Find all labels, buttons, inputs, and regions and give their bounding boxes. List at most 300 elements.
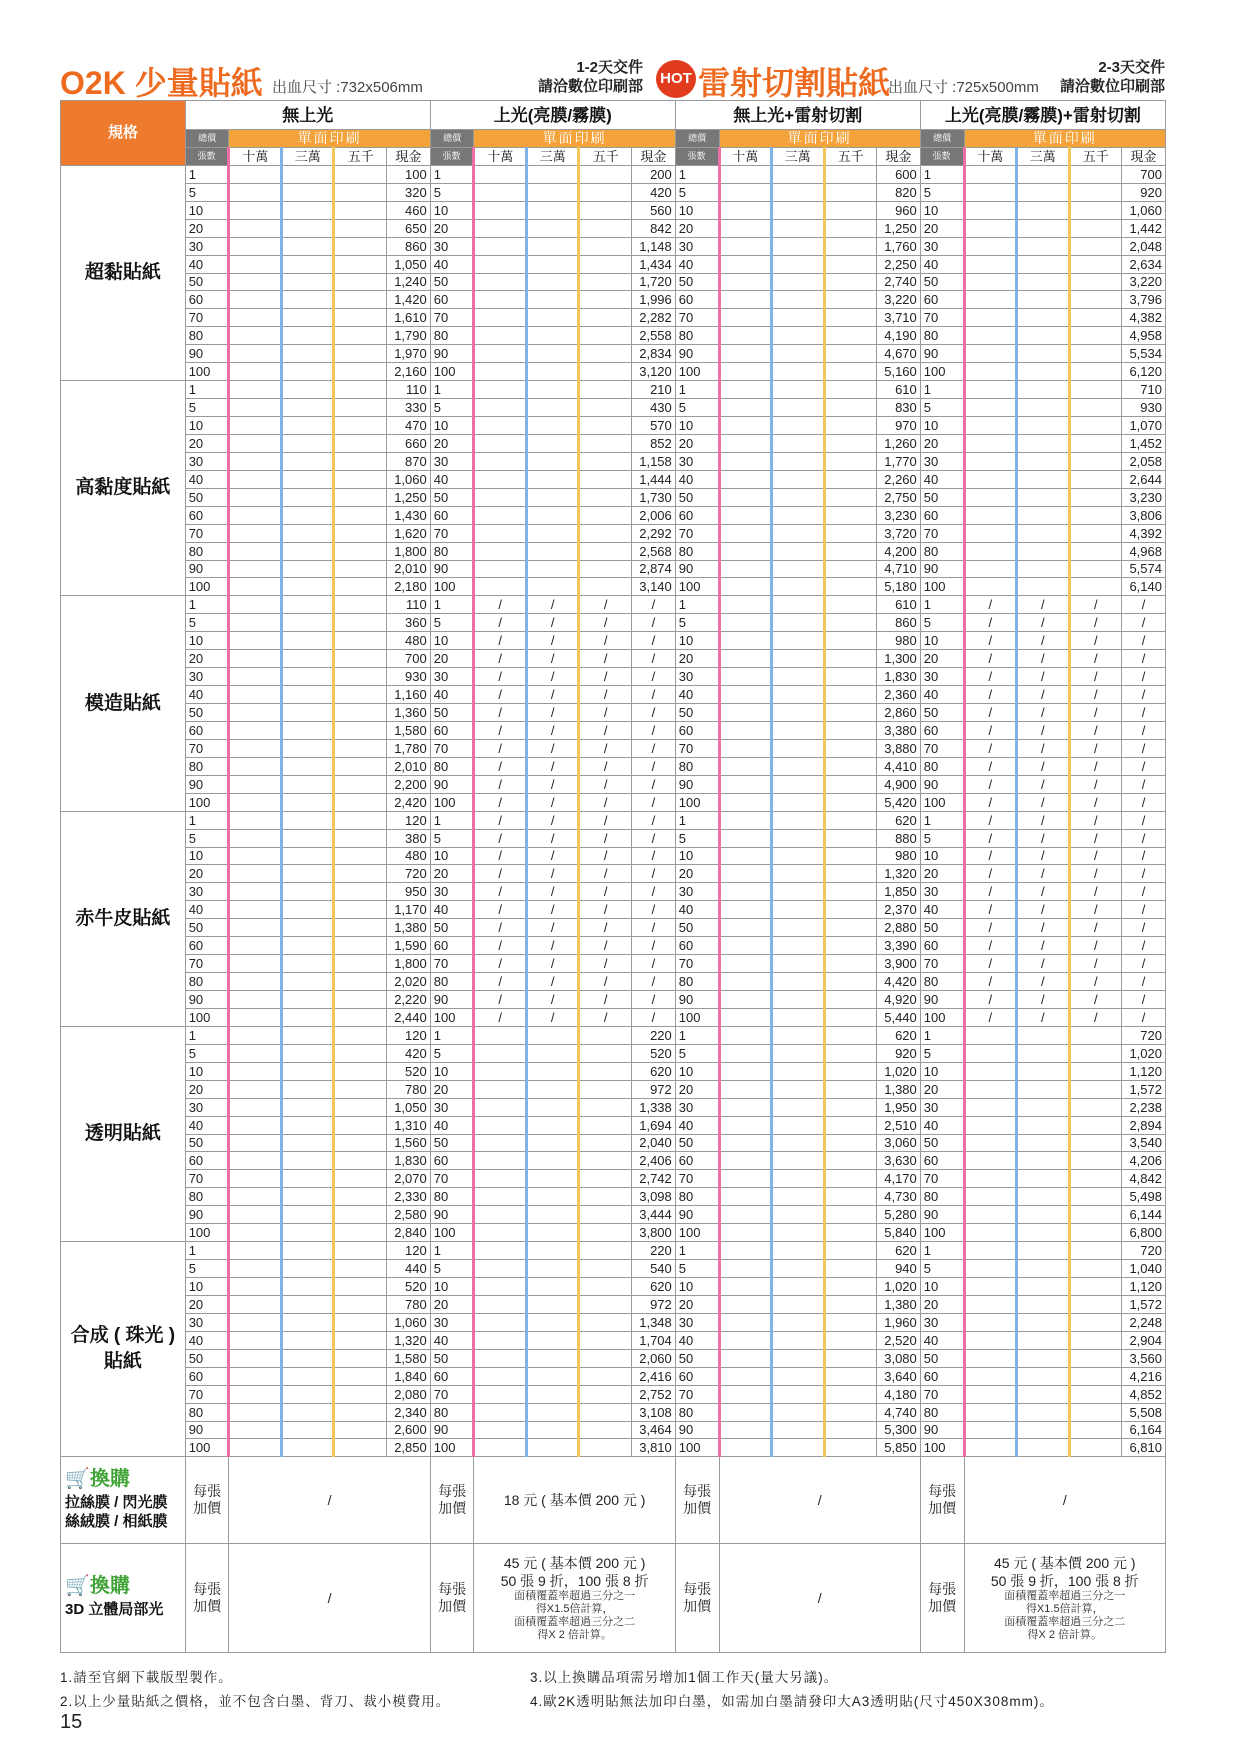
empty-cell bbox=[824, 219, 877, 237]
cash-price-cell: 1,580 bbox=[386, 1349, 430, 1367]
slash-cell: / bbox=[526, 973, 579, 991]
slash-cell: / bbox=[1069, 829, 1122, 847]
qty-cell: 90 bbox=[920, 560, 964, 578]
table-row bbox=[61, 901, 1166, 919]
zongjia-label: 總價 bbox=[185, 130, 229, 148]
cash-price-cell: 3,810 bbox=[631, 1439, 675, 1457]
empty-cell bbox=[719, 273, 772, 291]
category-3: 赤牛皮貼紙 bbox=[61, 811, 186, 1026]
empty-cell bbox=[964, 1044, 1017, 1062]
qty-cell: 10 bbox=[675, 1062, 719, 1080]
slash-cell: / bbox=[964, 704, 1017, 722]
cash-price-cell: 620 bbox=[631, 1062, 675, 1080]
qty-label: 張數 bbox=[675, 147, 719, 165]
addon-value-c4: / bbox=[964, 1457, 1165, 1544]
empty-cell bbox=[964, 237, 1017, 255]
qty-cell: 70 bbox=[430, 1170, 474, 1188]
empty-cell bbox=[334, 919, 387, 937]
cash-price-cell: 620 bbox=[877, 1026, 921, 1044]
empty-cell bbox=[1069, 237, 1122, 255]
empty-cell bbox=[334, 1295, 387, 1313]
cash-price-cell: 380 bbox=[386, 829, 430, 847]
empty-cell bbox=[229, 1062, 282, 1080]
qty-cell: 10 bbox=[185, 847, 229, 865]
cash-price-cell: 2,558 bbox=[631, 327, 675, 345]
qty-cell: 70 bbox=[920, 739, 964, 757]
empty-cell bbox=[824, 165, 877, 183]
empty-cell bbox=[824, 973, 877, 991]
empty-cell bbox=[281, 847, 334, 865]
sub-header: 三萬 bbox=[1017, 147, 1070, 165]
qty-cell: 70 bbox=[430, 739, 474, 757]
empty-cell bbox=[281, 973, 334, 991]
empty-cell bbox=[579, 1170, 632, 1188]
table-row bbox=[61, 165, 1166, 183]
empty-cell bbox=[474, 1439, 527, 1457]
empty-cell bbox=[719, 506, 772, 524]
table-row bbox=[61, 1080, 1166, 1098]
empty-cell bbox=[281, 1242, 334, 1260]
slash-cell: / bbox=[964, 721, 1017, 739]
empty-cell bbox=[579, 1331, 632, 1349]
addon-line: 50 張 9 折，100 張 8 折 bbox=[500, 1573, 649, 1590]
empty-cell bbox=[281, 452, 334, 470]
cash-price-cell: 6,810 bbox=[1122, 1439, 1166, 1457]
empty-cell bbox=[281, 1331, 334, 1349]
empty-cell bbox=[229, 273, 282, 291]
empty-cell bbox=[229, 1098, 282, 1116]
empty-cell bbox=[719, 1421, 772, 1439]
empty-cell bbox=[719, 704, 772, 722]
cash-price-cell: 1,610 bbox=[386, 309, 430, 327]
cash-price-cell: 3,108 bbox=[631, 1403, 675, 1421]
cart-icon bbox=[65, 1467, 181, 1490]
qty-cell: 100 bbox=[185, 1224, 229, 1242]
cash-price-cell: 3,900 bbox=[877, 955, 921, 973]
slash-cell: / bbox=[1122, 668, 1166, 686]
empty-cell bbox=[334, 739, 387, 757]
qty-cell: 1 bbox=[185, 596, 229, 614]
qty-cell: 50 bbox=[675, 273, 719, 291]
empty-cell bbox=[281, 1098, 334, 1116]
empty-cell bbox=[281, 1062, 334, 1080]
cash-price-cell: 1,260 bbox=[877, 434, 921, 452]
qty-cell: 90 bbox=[185, 560, 229, 578]
table-row bbox=[61, 506, 1166, 524]
empty-cell bbox=[1069, 1385, 1122, 1403]
empty-cell bbox=[229, 1295, 282, 1313]
empty-cell bbox=[824, 829, 877, 847]
sub-header: 現金 bbox=[386, 147, 430, 165]
empty-cell bbox=[229, 1206, 282, 1224]
qty-cell: 10 bbox=[185, 1062, 229, 1080]
cash-price-cell: 2,238 bbox=[1122, 1098, 1166, 1116]
qty-cell: 1 bbox=[920, 165, 964, 183]
cash-price-cell: 720 bbox=[1122, 1242, 1166, 1260]
qty-cell: 20 bbox=[675, 650, 719, 668]
cash-price-cell: 1,310 bbox=[386, 1116, 430, 1134]
empty-cell bbox=[719, 1403, 772, 1421]
table-row bbox=[61, 883, 1166, 901]
single-side-label: 單面印刷 bbox=[719, 130, 920, 148]
cash-price-cell: 1,970 bbox=[386, 345, 430, 363]
empty-cell bbox=[526, 434, 579, 452]
qty-cell: 1 bbox=[675, 596, 719, 614]
empty-cell bbox=[579, 542, 632, 560]
slash-cell: / bbox=[1122, 847, 1166, 865]
empty-cell bbox=[229, 829, 282, 847]
empty-cell bbox=[526, 201, 579, 219]
slash-cell: / bbox=[474, 919, 527, 937]
slash-cell: / bbox=[631, 919, 675, 937]
qty-cell: 70 bbox=[430, 955, 474, 973]
empty-cell bbox=[334, 596, 387, 614]
empty-cell bbox=[526, 1026, 579, 1044]
empty-cell bbox=[824, 381, 877, 399]
cash-price-cell: 1,830 bbox=[877, 668, 921, 686]
qty-cell: 5 bbox=[920, 399, 964, 417]
slash-cell: / bbox=[1122, 721, 1166, 739]
qty-cell: 30 bbox=[430, 452, 474, 470]
cash-price-cell: 3,060 bbox=[877, 1134, 921, 1152]
cash-price-cell: 1,560 bbox=[386, 1134, 430, 1152]
cash-price-cell: 2,600 bbox=[386, 1421, 430, 1439]
empty-cell bbox=[281, 524, 334, 542]
cash-price-cell: 920 bbox=[877, 1044, 921, 1062]
cash-price-cell: 4,382 bbox=[1122, 309, 1166, 327]
qty-cell: 90 bbox=[920, 1421, 964, 1439]
empty-cell bbox=[719, 955, 772, 973]
empty-cell bbox=[334, 381, 387, 399]
empty-cell bbox=[229, 1080, 282, 1098]
cash-price-cell: 440 bbox=[386, 1260, 430, 1278]
empty-cell bbox=[526, 255, 579, 273]
addon-name-text: 拉絲膜 / 閃光膜 絲絨膜 / 相紙膜 bbox=[65, 1493, 168, 1530]
empty-cell bbox=[579, 327, 632, 345]
empty-cell bbox=[281, 291, 334, 309]
empty-cell bbox=[579, 1367, 632, 1385]
slash-cell: / bbox=[1069, 901, 1122, 919]
cash-price-cell: 1,250 bbox=[386, 488, 430, 506]
empty-cell bbox=[281, 1260, 334, 1278]
empty-cell bbox=[824, 1421, 877, 1439]
empty-cell bbox=[229, 434, 282, 452]
empty-cell bbox=[719, 201, 772, 219]
single-side-label: 單面印刷 bbox=[229, 130, 430, 148]
qty-cell: 40 bbox=[920, 255, 964, 273]
empty-cell bbox=[334, 775, 387, 793]
qty-cell: 60 bbox=[920, 1367, 964, 1385]
empty-cell bbox=[824, 847, 877, 865]
cash-price-cell: 620 bbox=[877, 1242, 921, 1260]
empty-cell bbox=[1069, 309, 1122, 327]
empty-cell bbox=[824, 1295, 877, 1313]
empty-cell bbox=[1017, 1349, 1070, 1367]
slash-cell: / bbox=[474, 739, 527, 757]
cash-price-cell: 710 bbox=[1122, 381, 1166, 399]
qty-cell: 5 bbox=[675, 614, 719, 632]
addon-value-c2 bbox=[474, 1544, 675, 1653]
mid-note-2: 請洽數位印刷部 bbox=[538, 78, 644, 95]
empty-cell bbox=[772, 1134, 825, 1152]
zongjia-label: 總價 bbox=[675, 130, 719, 148]
cash-price-cell: 2,060 bbox=[631, 1349, 675, 1367]
cash-price-cell: 2,880 bbox=[877, 919, 921, 937]
empty-cell bbox=[281, 1080, 334, 1098]
empty-cell bbox=[964, 1116, 1017, 1134]
empty-cell bbox=[474, 327, 527, 345]
empty-cell bbox=[772, 291, 825, 309]
qty-cell: 80 bbox=[185, 973, 229, 991]
empty-cell bbox=[526, 1044, 579, 1062]
sub-header: 三萬 bbox=[526, 147, 579, 165]
qty-cell: 20 bbox=[430, 219, 474, 237]
empty-cell bbox=[281, 883, 334, 901]
empty-cell bbox=[1069, 1403, 1122, 1421]
empty-cell bbox=[281, 434, 334, 452]
slash-cell: / bbox=[1069, 596, 1122, 614]
slash-cell: / bbox=[526, 614, 579, 632]
qty-cell: 50 bbox=[675, 1349, 719, 1367]
qty-cell: 80 bbox=[430, 1403, 474, 1421]
qty-cell: 50 bbox=[430, 919, 474, 937]
empty-cell bbox=[579, 578, 632, 596]
empty-cell bbox=[964, 345, 1017, 363]
note-2: 2.以上少量貼紙之價格，並不包含白墨、背刀、裁小模費用。 bbox=[60, 1694, 451, 1709]
empty-cell bbox=[1069, 1170, 1122, 1188]
qty-cell: 90 bbox=[675, 991, 719, 1009]
empty-cell bbox=[1069, 345, 1122, 363]
slash-cell: / bbox=[1069, 614, 1122, 632]
qty-cell: 90 bbox=[920, 1206, 964, 1224]
slash-cell: / bbox=[964, 614, 1017, 632]
qty-cell: 60 bbox=[185, 721, 229, 739]
slash-cell: / bbox=[526, 991, 579, 1009]
empty-cell bbox=[334, 560, 387, 578]
empty-cell bbox=[229, 183, 282, 201]
slash-cell: / bbox=[631, 632, 675, 650]
qty-cell: 20 bbox=[920, 1295, 964, 1313]
empty-cell bbox=[579, 1206, 632, 1224]
slash-cell: / bbox=[631, 937, 675, 955]
empty-cell bbox=[1017, 291, 1070, 309]
empty-cell bbox=[281, 506, 334, 524]
empty-cell bbox=[229, 775, 282, 793]
group-header-3: 上光(亮膜/霧膜)+雷射切割 bbox=[920, 101, 1165, 130]
empty-cell bbox=[281, 1403, 334, 1421]
qty-cell: 90 bbox=[430, 345, 474, 363]
empty-cell bbox=[281, 1152, 334, 1170]
empty-cell bbox=[1069, 1134, 1122, 1152]
qty-cell: 30 bbox=[675, 452, 719, 470]
empty-cell bbox=[334, 1367, 387, 1385]
empty-cell bbox=[824, 1188, 877, 1206]
cash-price-cell: 520 bbox=[386, 1278, 430, 1296]
cash-price-cell: 560 bbox=[631, 201, 675, 219]
empty-cell bbox=[579, 273, 632, 291]
cash-price-cell: 2,894 bbox=[1122, 1116, 1166, 1134]
slash-cell: / bbox=[1017, 614, 1070, 632]
cash-price-cell: 2,010 bbox=[386, 757, 430, 775]
cash-price-cell: 660 bbox=[386, 434, 430, 452]
cash-price-cell: 3,560 bbox=[1122, 1349, 1166, 1367]
cash-price-cell: 2,370 bbox=[877, 901, 921, 919]
slash-cell: / bbox=[964, 650, 1017, 668]
empty-cell bbox=[1017, 345, 1070, 363]
cash-price-cell: 5,850 bbox=[877, 1439, 921, 1457]
qty-cell: 10 bbox=[675, 847, 719, 865]
empty-cell bbox=[281, 668, 334, 686]
empty-cell bbox=[281, 991, 334, 1009]
qty-cell: 80 bbox=[430, 1188, 474, 1206]
qty-cell: 1 bbox=[675, 165, 719, 183]
cash-price-cell: 852 bbox=[631, 434, 675, 452]
empty-cell bbox=[229, 219, 282, 237]
slash-cell: / bbox=[964, 883, 1017, 901]
table-row bbox=[61, 1313, 1166, 1331]
empty-cell bbox=[824, 470, 877, 488]
qty-cell: 40 bbox=[430, 1331, 474, 1349]
empty-cell bbox=[824, 793, 877, 811]
slash-cell: / bbox=[579, 847, 632, 865]
empty-cell bbox=[772, 811, 825, 829]
table-row bbox=[61, 578, 1166, 596]
qty-cell: 80 bbox=[920, 973, 964, 991]
empty-cell bbox=[334, 1044, 387, 1062]
table-row bbox=[61, 309, 1166, 327]
addon-line: 45 元 ( 基本價 200 元 ) bbox=[993, 1555, 1136, 1572]
table-row bbox=[61, 1062, 1166, 1080]
empty-cell bbox=[1069, 542, 1122, 560]
cash-price-cell: 3,220 bbox=[1122, 273, 1166, 291]
empty-cell bbox=[526, 1439, 579, 1457]
table-row bbox=[61, 1421, 1166, 1439]
empty-cell bbox=[964, 470, 1017, 488]
note-4: 4.歐2K透明貼無法加印白墨，如需加白墨請發印大A3透明貼(尺寸450X308mm)。 bbox=[530, 1694, 1054, 1709]
empty-cell bbox=[1069, 1421, 1122, 1439]
empty-cell bbox=[824, 1134, 877, 1152]
empty-cell bbox=[1069, 1098, 1122, 1116]
empty-cell bbox=[1069, 560, 1122, 578]
empty-cell bbox=[719, 1224, 772, 1242]
qty-cell: 10 bbox=[430, 1062, 474, 1080]
empty-cell bbox=[1017, 255, 1070, 273]
slash-cell: / bbox=[474, 955, 527, 973]
cash-price-cell: 870 bbox=[386, 452, 430, 470]
cash-price-cell: 4,420 bbox=[877, 973, 921, 991]
cash-price-cell: 330 bbox=[386, 399, 430, 417]
empty-cell bbox=[229, 650, 282, 668]
addon-label: 每張 加價 bbox=[430, 1544, 474, 1653]
empty-cell bbox=[229, 739, 282, 757]
empty-cell bbox=[1017, 327, 1070, 345]
empty-cell bbox=[719, 327, 772, 345]
qty-cell: 100 bbox=[675, 1224, 719, 1242]
cash-price-cell: 880 bbox=[877, 829, 921, 847]
cash-price-cell: 3,230 bbox=[1122, 488, 1166, 506]
qty-cell: 20 bbox=[185, 434, 229, 452]
cash-price-cell: 3,806 bbox=[1122, 506, 1166, 524]
slash-cell: / bbox=[526, 739, 579, 757]
group-header-2: 無上光+雷射切割 bbox=[675, 101, 920, 130]
empty-cell bbox=[1017, 1242, 1070, 1260]
empty-cell bbox=[474, 1134, 527, 1152]
empty-cell bbox=[772, 937, 825, 955]
qty-cell: 90 bbox=[185, 345, 229, 363]
empty-cell bbox=[281, 1026, 334, 1044]
empty-cell bbox=[474, 470, 527, 488]
slash-cell: / bbox=[474, 686, 527, 704]
slash-cell: / bbox=[474, 650, 527, 668]
empty-cell bbox=[1017, 1116, 1070, 1134]
empty-cell bbox=[526, 470, 579, 488]
sub-header: 五千 bbox=[1069, 147, 1122, 165]
qty-cell: 70 bbox=[430, 309, 474, 327]
empty-cell bbox=[719, 901, 772, 919]
cash-price-cell: 600 bbox=[877, 165, 921, 183]
table-row bbox=[61, 757, 1166, 775]
empty-cell bbox=[964, 1439, 1017, 1457]
qty-cell: 90 bbox=[185, 775, 229, 793]
empty-cell bbox=[474, 1295, 527, 1313]
slash-cell: / bbox=[526, 668, 579, 686]
qty-cell: 20 bbox=[430, 650, 474, 668]
empty-cell bbox=[772, 650, 825, 668]
empty-cell bbox=[474, 399, 527, 417]
empty-cell bbox=[474, 201, 527, 219]
empty-cell bbox=[719, 865, 772, 883]
empty-cell bbox=[579, 470, 632, 488]
cash-price-cell: 1,590 bbox=[386, 937, 430, 955]
empty-cell bbox=[1017, 1313, 1070, 1331]
qty-cell: 50 bbox=[920, 1349, 964, 1367]
empty-cell bbox=[474, 1331, 527, 1349]
cash-price-cell: 320 bbox=[386, 183, 430, 201]
qty-cell: 70 bbox=[430, 524, 474, 542]
hot-badge: HOT bbox=[656, 60, 696, 98]
qty-cell: 100 bbox=[920, 363, 964, 381]
empty-cell bbox=[229, 865, 282, 883]
qty-cell: 80 bbox=[675, 542, 719, 560]
slash-cell: / bbox=[631, 811, 675, 829]
empty-cell bbox=[1017, 1152, 1070, 1170]
empty-cell bbox=[719, 686, 772, 704]
empty-cell bbox=[772, 775, 825, 793]
slash-cell: / bbox=[1017, 1008, 1070, 1026]
qty-cell: 90 bbox=[920, 991, 964, 1009]
qty-cell: 30 bbox=[920, 1098, 964, 1116]
empty-cell bbox=[824, 1062, 877, 1080]
category-4: 透明貼紙 bbox=[61, 1026, 186, 1241]
empty-cell bbox=[474, 1260, 527, 1278]
qty-cell: 70 bbox=[185, 524, 229, 542]
empty-cell bbox=[1069, 470, 1122, 488]
qty-cell: 40 bbox=[675, 686, 719, 704]
empty-cell bbox=[334, 1008, 387, 1026]
spec-header: 規格 bbox=[61, 101, 186, 166]
slash-cell: / bbox=[579, 901, 632, 919]
qty-cell: 20 bbox=[430, 434, 474, 452]
cash-price-cell: 1,060 bbox=[386, 1313, 430, 1331]
addon-value-c3: / bbox=[719, 1457, 920, 1544]
qty-cell: 20 bbox=[185, 865, 229, 883]
empty-cell bbox=[229, 1278, 282, 1296]
empty-cell bbox=[229, 1188, 282, 1206]
empty-cell bbox=[229, 793, 282, 811]
table-row bbox=[61, 1170, 1166, 1188]
slash-cell: / bbox=[1069, 721, 1122, 739]
empty-cell bbox=[719, 973, 772, 991]
